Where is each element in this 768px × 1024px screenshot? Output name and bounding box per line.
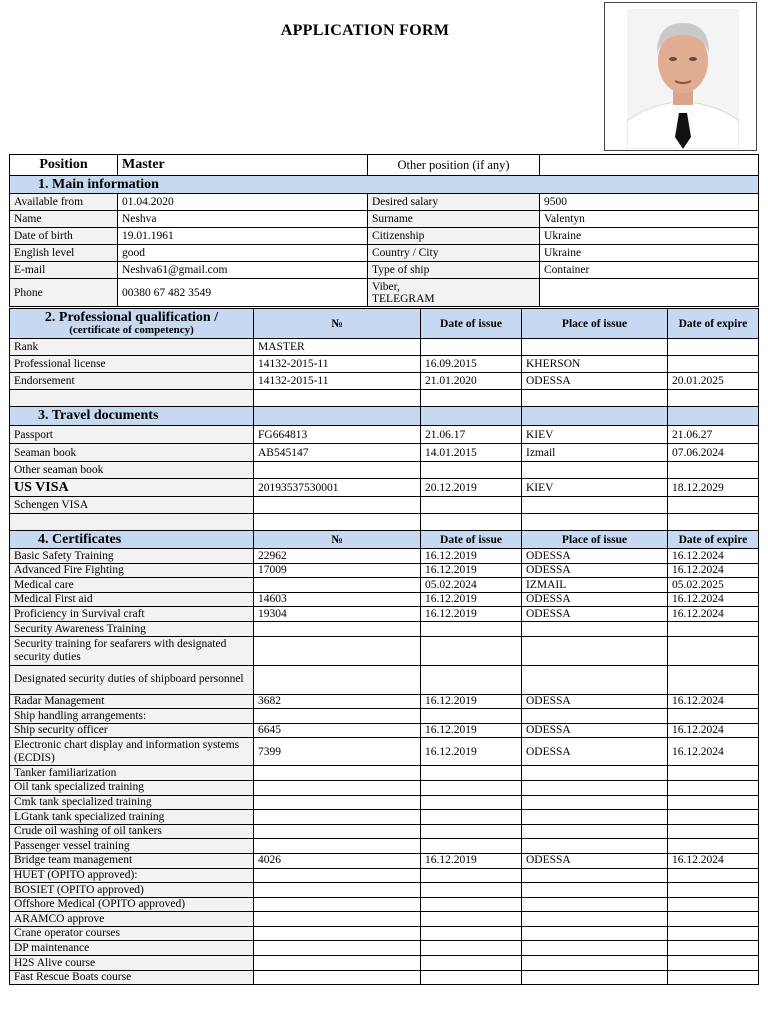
cell-value: 05.02.2024 — [421, 578, 522, 593]
cell-value: 4026 — [254, 853, 421, 868]
cell-value: 7399 — [254, 738, 421, 766]
header-blank-cell — [522, 407, 668, 426]
row-label: Offshore Medical (OPITO approved) — [10, 897, 254, 912]
section-title — [10, 309, 254, 339]
cell-value — [254, 665, 421, 694]
row-label: Passenger vessel training — [10, 839, 254, 854]
form-title: APPLICATION FORM — [280, 22, 450, 39]
row-label: LGtank tank specialized training — [10, 810, 254, 825]
cell-value — [254, 497, 421, 514]
field-value: 19.01.1961 — [118, 228, 368, 245]
cell-value — [522, 839, 668, 854]
cell-value — [668, 339, 759, 356]
table-row — [10, 897, 759, 912]
cell-value — [254, 956, 421, 971]
field-value: Container — [540, 262, 759, 279]
table-row — [10, 766, 759, 781]
cell-value — [668, 636, 759, 665]
section-title: 4. Certificates — [10, 531, 254, 549]
table-row — [10, 709, 759, 724]
row-label: US VISA — [10, 479, 254, 497]
cell-value: 16.12.2024 — [668, 738, 759, 766]
cell-value: FG664813 — [254, 426, 421, 444]
main-info-table — [9, 154, 759, 307]
cell-value: 05.02.2025 — [668, 578, 759, 593]
cell-value — [668, 956, 759, 971]
field-value: Neshva61@gmail.com — [118, 262, 368, 279]
cell-value — [254, 578, 421, 593]
cell-value — [421, 462, 522, 479]
table-row — [10, 694, 759, 709]
table-row — [10, 563, 759, 578]
row-label: Ship handling arrangements: — [10, 709, 254, 724]
table-row — [10, 549, 759, 564]
cell-value — [254, 795, 421, 810]
cell-value — [522, 824, 668, 839]
cell-value — [668, 356, 759, 373]
cell-value — [522, 795, 668, 810]
cell-value — [421, 636, 522, 665]
cell-value — [421, 810, 522, 825]
column-header: № — [254, 309, 421, 339]
row-label: Medical First aid — [10, 592, 254, 607]
row-label: Seaman book — [10, 444, 254, 462]
cell-value — [421, 665, 522, 694]
column-header: Place of issue — [522, 531, 668, 549]
cell-value: 21.06.27 — [668, 426, 759, 444]
cell-value — [668, 839, 759, 854]
table-row — [10, 356, 759, 373]
field-value: 00380 67 482 3549 — [118, 279, 368, 307]
cell-value: ODESSA — [522, 563, 668, 578]
cell-value — [421, 795, 522, 810]
cell-value — [254, 897, 421, 912]
field-value — [540, 279, 759, 307]
cell-value: 20.12.2019 — [421, 479, 522, 497]
cell-value — [668, 766, 759, 781]
cell-value — [254, 621, 421, 636]
row-label: Medical care — [10, 578, 254, 593]
table-row — [10, 738, 759, 766]
row-label: Rank — [10, 339, 254, 356]
cell-value — [254, 941, 421, 956]
cell-value — [421, 824, 522, 839]
field-label: Phone — [10, 279, 118, 307]
cell-value — [522, 941, 668, 956]
field-value: good — [118, 245, 368, 262]
cell-value: 16.12.2019 — [421, 853, 522, 868]
cell-value — [522, 926, 668, 941]
cell-value — [668, 897, 759, 912]
cell-value — [421, 780, 522, 795]
row-label: ARAMCO approve — [10, 912, 254, 927]
cell-value — [421, 339, 522, 356]
cell-value — [522, 970, 668, 985]
cell-value — [522, 390, 668, 407]
row-label: Proficiency in Survival craft — [10, 607, 254, 622]
row-label: Oil tank specialized training — [10, 780, 254, 795]
cell-value: 19304 — [254, 607, 421, 622]
cell-value — [668, 868, 759, 883]
cell-value — [522, 912, 668, 927]
cell-value: 07.06.2024 — [668, 444, 759, 462]
field-value: Valentyn — [540, 211, 759, 228]
cell-value — [421, 709, 522, 724]
table-row — [10, 795, 759, 810]
row-label: Schengen VISA — [10, 497, 254, 514]
cell-value — [254, 514, 421, 531]
table-row — [10, 390, 759, 407]
cell-value — [668, 462, 759, 479]
table-row — [10, 462, 759, 479]
row-label: Endorsement — [10, 373, 254, 390]
field-value: 01.04.2020 — [118, 194, 368, 211]
cell-value — [254, 970, 421, 985]
cell-value: ODESSA — [522, 723, 668, 738]
cell-value — [522, 636, 668, 665]
table-row — [10, 578, 759, 593]
field-label: Surname — [368, 211, 540, 228]
cell-value — [668, 621, 759, 636]
row-label: BOSIET (OPITO approved) — [10, 883, 254, 898]
table-row — [10, 636, 759, 665]
table-row — [10, 497, 759, 514]
row-label — [10, 390, 254, 407]
cell-value — [522, 883, 668, 898]
column-header: Date of issue — [421, 309, 522, 339]
cell-value: ODESSA — [522, 738, 668, 766]
cell-value — [668, 390, 759, 407]
header-blank-cell — [254, 407, 421, 426]
cell-value — [421, 868, 522, 883]
cell-value: 16.12.2019 — [421, 694, 522, 709]
cell-value — [522, 766, 668, 781]
cell-value — [421, 897, 522, 912]
cell-value — [254, 709, 421, 724]
cell-value — [254, 766, 421, 781]
header-blank-cell — [421, 407, 522, 426]
field-label: Name — [10, 211, 118, 228]
column-header: Date of expire — [668, 531, 759, 549]
section-heading-prof — [10, 309, 759, 339]
table-row — [10, 926, 759, 941]
row-label: Cmk tank specialized training — [10, 795, 254, 810]
cell-value: ODESSA — [522, 853, 668, 868]
cell-value — [254, 824, 421, 839]
field-value: Ukraine — [540, 245, 759, 262]
cell-value: 20.01.2025 — [668, 373, 759, 390]
cell-value — [522, 462, 668, 479]
cell-value: MASTER — [254, 339, 421, 356]
row-label: Bridge team management — [10, 853, 254, 868]
cell-value: 16.09.2015 — [421, 356, 522, 373]
table-row — [10, 621, 759, 636]
cell-value: KIEV — [522, 426, 668, 444]
cell-value: AB545147 — [254, 444, 421, 462]
table-row — [10, 607, 759, 622]
other-position-label: Other position (if any) — [368, 155, 540, 176]
table-row — [10, 780, 759, 795]
cell-value — [421, 839, 522, 854]
info-row — [10, 211, 759, 228]
cell-value: 6645 — [254, 723, 421, 738]
table-row — [10, 883, 759, 898]
cell-value: 16.12.2024 — [668, 549, 759, 564]
cell-value — [668, 824, 759, 839]
cell-value: 14603 — [254, 592, 421, 607]
cell-value: 16.12.2024 — [668, 563, 759, 578]
cell-value — [522, 897, 668, 912]
cell-value — [668, 883, 759, 898]
cell-value: 16.12.2019 — [421, 723, 522, 738]
cell-value — [668, 810, 759, 825]
cell-value — [254, 636, 421, 665]
cell-value — [522, 868, 668, 883]
row-label: Other seaman book — [10, 462, 254, 479]
cell-value — [421, 390, 522, 407]
field-label: Country / City — [368, 245, 540, 262]
column-header: Date of expire — [668, 309, 759, 339]
cell-value: IZMAIL — [522, 578, 668, 593]
cell-value — [522, 780, 668, 795]
section-title-text: 2. Professional qualification / — [44, 309, 219, 325]
table-row — [10, 941, 759, 956]
field-label: Type of ship — [368, 262, 540, 279]
cell-value: 16.12.2019 — [421, 592, 522, 607]
cell-value — [522, 339, 668, 356]
cell-value: ODESSA — [522, 592, 668, 607]
cell-value — [254, 839, 421, 854]
row-label: Designated security duties of shipboard personnel — [10, 665, 254, 694]
cell-value — [254, 462, 421, 479]
table-row — [10, 723, 759, 738]
cell-value: 16.12.2024 — [668, 723, 759, 738]
cell-value — [421, 912, 522, 927]
cell-value — [668, 941, 759, 956]
section-heading-travel — [10, 407, 759, 426]
cell-value: KHERSON — [522, 356, 668, 373]
section-title: 3. Travel documents — [10, 407, 254, 426]
cell-value — [522, 621, 668, 636]
viber-label: Viber, TELEGRAM — [372, 280, 435, 305]
table-row — [10, 426, 759, 444]
table-row — [10, 514, 759, 531]
cell-value: 16.12.2024 — [668, 592, 759, 607]
cell-value — [668, 926, 759, 941]
row-label: Advanced Fire Fighting — [10, 563, 254, 578]
row-label: Tanker familiarization — [10, 766, 254, 781]
table-row — [10, 956, 759, 971]
table-row — [10, 592, 759, 607]
cell-value — [668, 709, 759, 724]
table-row — [10, 444, 759, 462]
cell-value — [522, 665, 668, 694]
cell-value — [668, 795, 759, 810]
cell-value — [668, 665, 759, 694]
cell-value — [668, 497, 759, 514]
cell-value: 21.06.17 — [421, 426, 522, 444]
cell-value — [254, 912, 421, 927]
cell-value — [254, 926, 421, 941]
cell-value — [254, 868, 421, 883]
cell-value: 14.01.2015 — [421, 444, 522, 462]
field-label: English level — [10, 245, 118, 262]
field-label: Available from — [10, 194, 118, 211]
section-subtitle: (certificate of competency) — [69, 323, 194, 336]
cell-value — [668, 912, 759, 927]
field-label: Citizenship — [368, 228, 540, 245]
row-label: Fast Rescue Boats course — [10, 970, 254, 985]
cell-value: 3682 — [254, 694, 421, 709]
cell-value — [254, 390, 421, 407]
cell-value — [668, 514, 759, 531]
row-label: Basic Safety Training — [10, 549, 254, 564]
cell-value: 16.12.2024 — [668, 607, 759, 622]
info-row — [10, 262, 759, 279]
cell-value — [421, 970, 522, 985]
column-header: Date of issue — [421, 531, 522, 549]
cell-value — [421, 514, 522, 531]
table-row — [10, 373, 759, 390]
cell-value: ODESSA — [522, 607, 668, 622]
documents-table — [9, 308, 759, 985]
cell-value — [522, 497, 668, 514]
cell-value: 22962 — [254, 549, 421, 564]
cell-value: 18.12.2029 — [668, 479, 759, 497]
cell-value: KIEV — [522, 479, 668, 497]
cell-value — [421, 766, 522, 781]
field-value: 9500 — [540, 194, 759, 211]
table-row — [10, 839, 759, 854]
position-value: Master — [118, 155, 368, 176]
cell-value: ODESSA — [522, 694, 668, 709]
cell-value — [421, 941, 522, 956]
cell-value — [522, 709, 668, 724]
column-header: Place of issue — [522, 309, 668, 339]
cell-value — [421, 956, 522, 971]
cell-value: 16.12.2019 — [421, 738, 522, 766]
cell-value: 14132-2015-11 — [254, 373, 421, 390]
cell-value — [421, 883, 522, 898]
table-row — [10, 868, 759, 883]
cell-value: ODESSA — [522, 549, 668, 564]
table-row — [10, 665, 759, 694]
row-label: Crude oil washing of oil tankers — [10, 824, 254, 839]
table-row — [10, 339, 759, 356]
row-label: Electronic chart display and information systems (ECDIS) — [10, 738, 254, 766]
position-row — [10, 155, 759, 176]
table-row — [10, 479, 759, 497]
cell-value: 16.12.2019 — [421, 607, 522, 622]
cell-value — [668, 780, 759, 795]
field-value: Neshva — [118, 211, 368, 228]
field-label: Date of birth — [10, 228, 118, 245]
row-label: HUET (OPITO approved): — [10, 868, 254, 883]
table-row — [10, 912, 759, 927]
cell-value: 14132-2015-11 — [254, 356, 421, 373]
cell-value — [522, 514, 668, 531]
table-row — [10, 810, 759, 825]
cell-value: 16.12.2024 — [668, 853, 759, 868]
info-row — [10, 228, 759, 245]
applicant-photo — [627, 9, 739, 149]
row-label: Security Awareness Training — [10, 621, 254, 636]
other-position-value — [540, 155, 759, 176]
cell-value — [668, 970, 759, 985]
section-heading-certs — [10, 531, 759, 549]
section-heading-main — [10, 176, 759, 194]
cell-value — [421, 497, 522, 514]
row-label: Professional license — [10, 356, 254, 373]
cell-value: ODESSA — [522, 373, 668, 390]
row-label: Security training for seafarers with designated security duties — [10, 636, 254, 665]
cell-value — [254, 810, 421, 825]
cell-value — [421, 926, 522, 941]
cell-value — [522, 810, 668, 825]
table-row — [10, 824, 759, 839]
cell-value — [254, 780, 421, 795]
column-header: № — [254, 531, 421, 549]
cell-value: 20193537530001 — [254, 479, 421, 497]
table-row — [10, 853, 759, 868]
field-value: Ukraine — [540, 228, 759, 245]
table-row — [10, 970, 759, 985]
row-label: Radar Management — [10, 694, 254, 709]
field-label: E-mail — [10, 262, 118, 279]
row-label: Ship security officer — [10, 723, 254, 738]
position-label: Position — [10, 155, 118, 176]
header-blank-cell — [668, 407, 759, 426]
applicant-photo-frame — [604, 2, 757, 151]
field-label — [368, 279, 540, 307]
cell-value: 16.12.2019 — [421, 563, 522, 578]
row-label: Crane operator courses — [10, 926, 254, 941]
cell-value: 17009 — [254, 563, 421, 578]
cell-value — [522, 956, 668, 971]
cell-value: 16.12.2019 — [421, 549, 522, 564]
row-label: H2S Alive course — [10, 956, 254, 971]
row-label: DP maintenance — [10, 941, 254, 956]
cell-value — [421, 621, 522, 636]
section-title: 1. Main information — [10, 176, 759, 194]
row-label — [10, 514, 254, 531]
cell-value — [254, 883, 421, 898]
cell-value: 16.12.2024 — [668, 694, 759, 709]
info-row — [10, 279, 759, 307]
row-label: Passport — [10, 426, 254, 444]
cell-value: 21.01.2020 — [421, 373, 522, 390]
info-row — [10, 194, 759, 211]
cell-value: Izmail — [522, 444, 668, 462]
info-row — [10, 245, 759, 262]
field-label: Desired salary — [368, 194, 540, 211]
